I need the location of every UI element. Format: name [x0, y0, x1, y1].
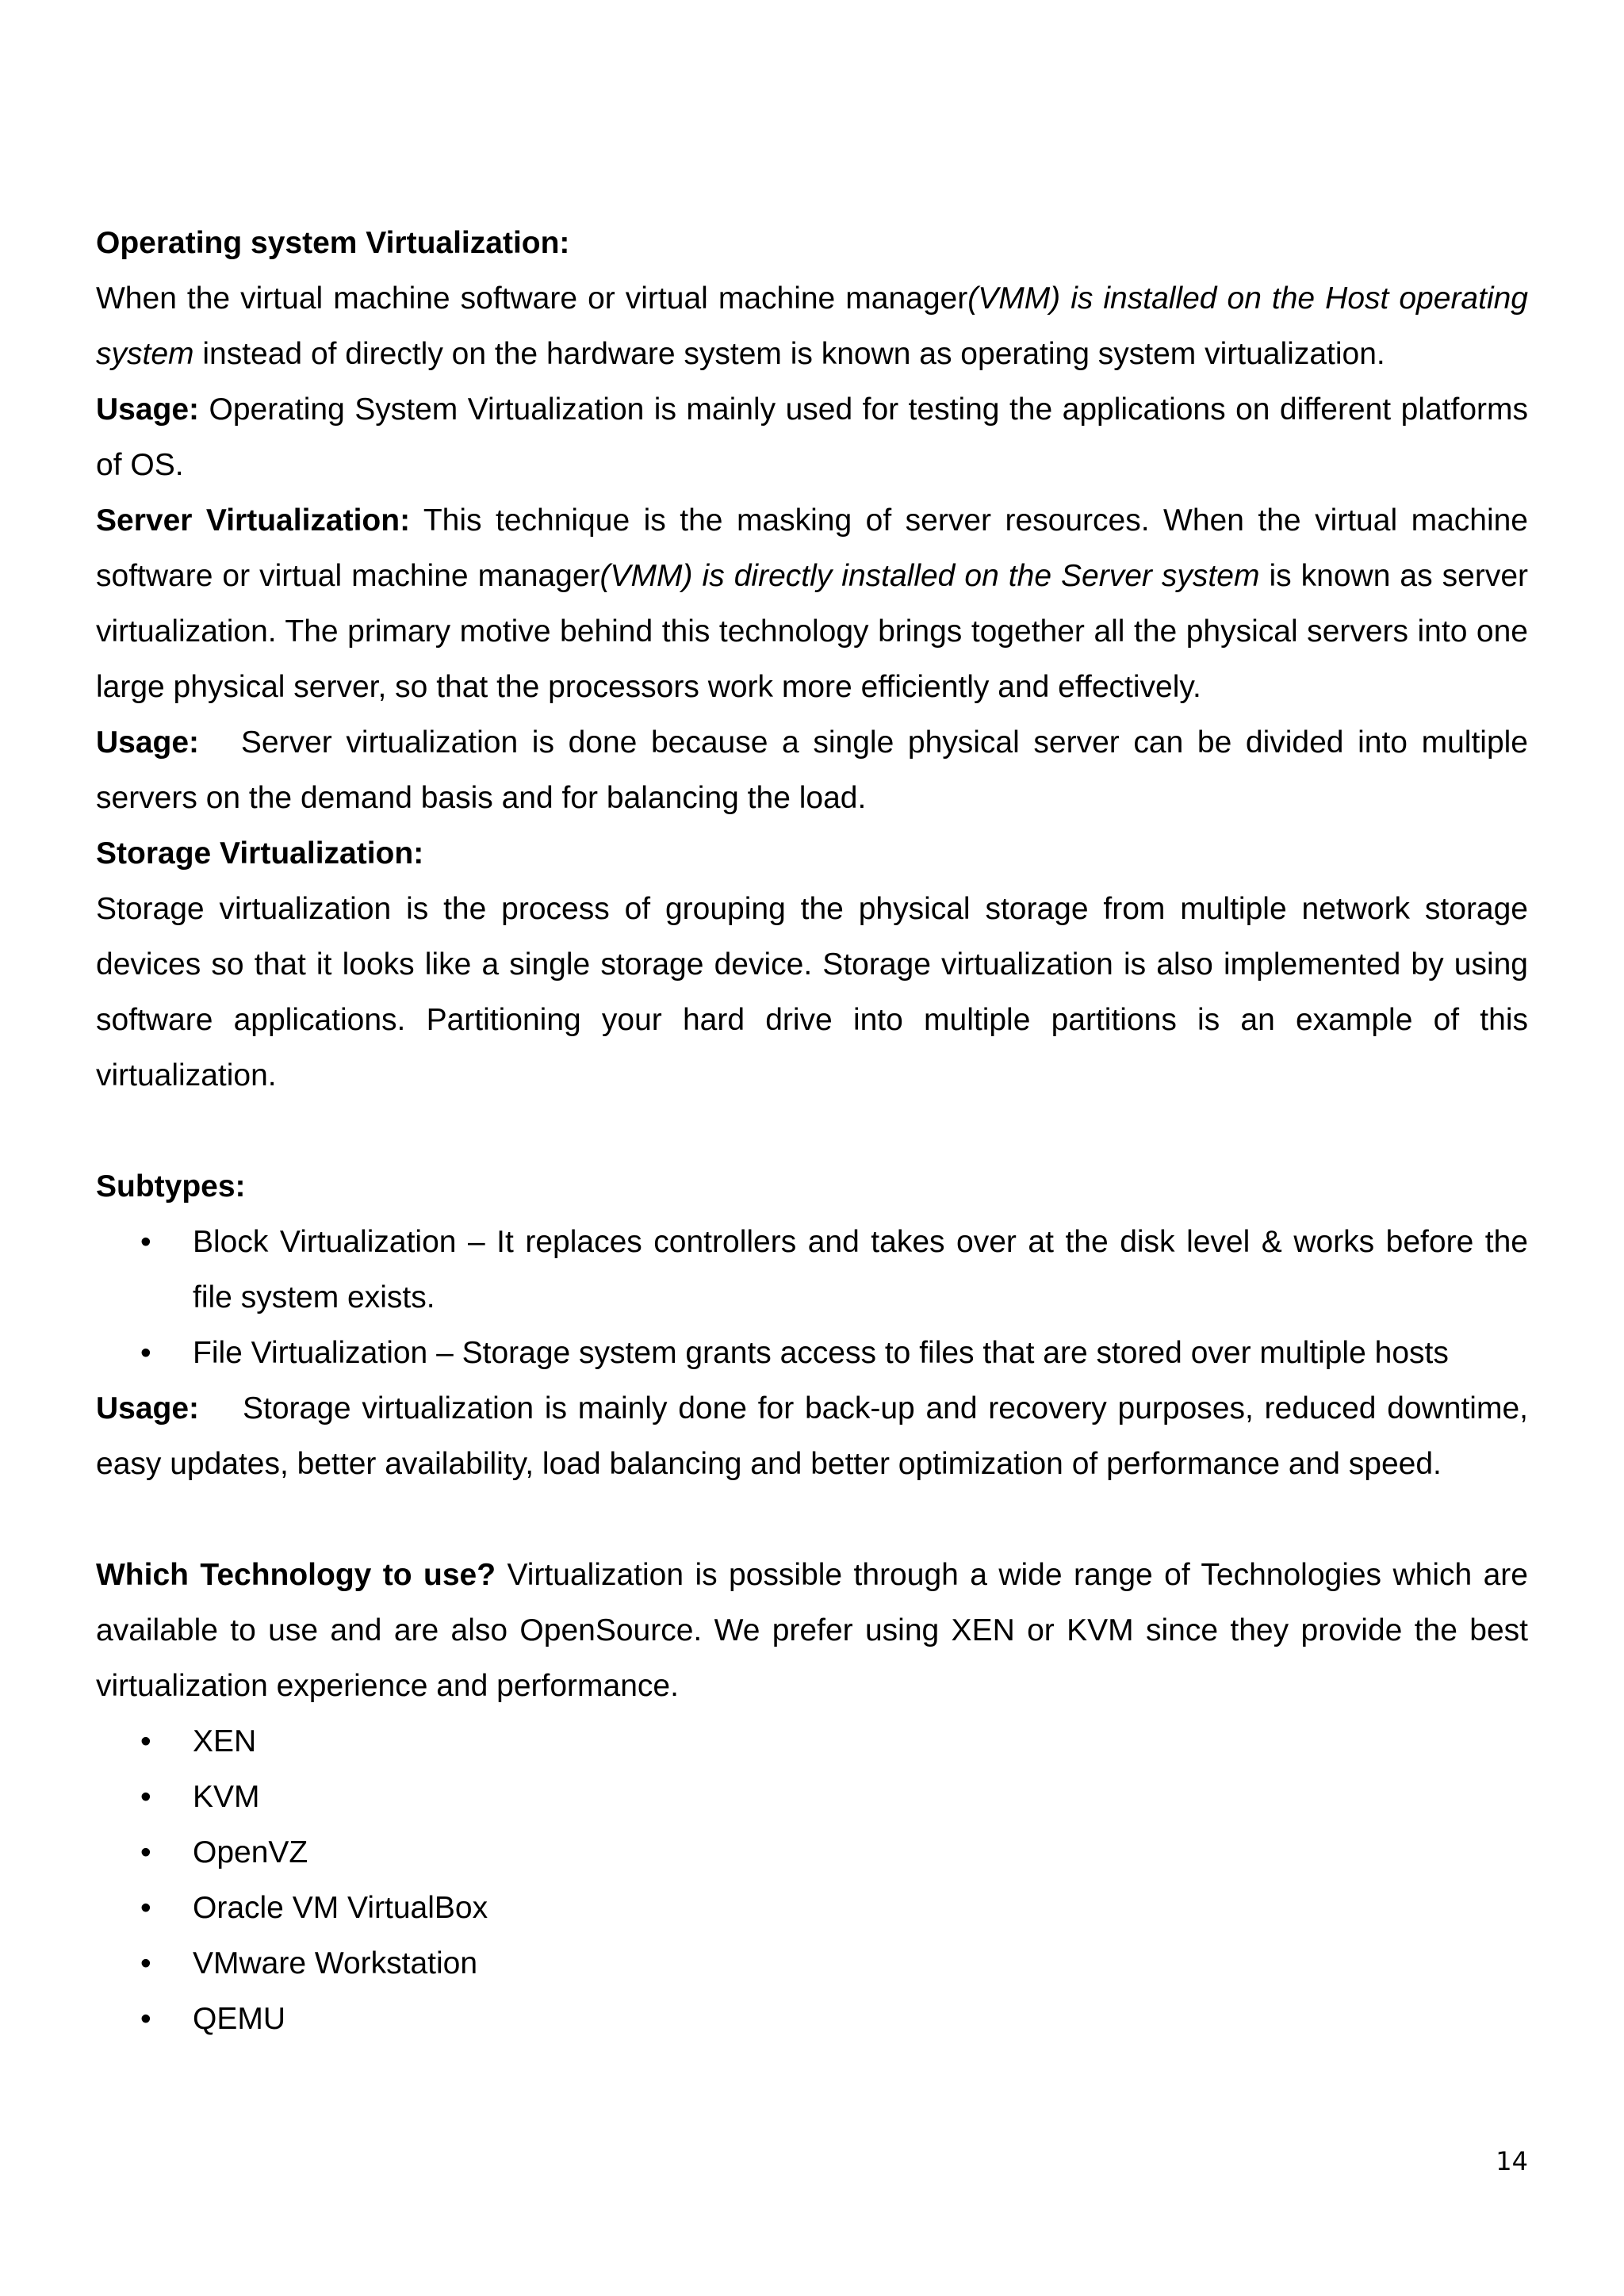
bullet-icon: •: [140, 1835, 151, 1869]
bullet-icon: •: [140, 1946, 151, 1980]
server-virtualization-usage: Usage: Server virtualization is done because a single physical server can be divided into multiple servers on the demand basis and for balancing the load.: [96, 725, 1537, 815]
os-virtualization-heading: Operating system Virtualization:: [96, 226, 570, 260]
list-item: • QEMU: [96, 1992, 1528, 2047]
bullet-icon: •: [140, 1336, 151, 1370]
bullet-icon: •: [140, 1891, 151, 1925]
list-item: • KVM: [96, 1770, 1528, 1825]
technology-heading: Which Technology to use?: [96, 1558, 496, 1592]
subtypes-list: [96, 1215, 1528, 1381]
paragraph-spacer: [96, 1104, 1528, 1159]
server-virtualization-heading: Server Virtualization:: [96, 503, 411, 538]
storage-virtualization-heading: Storage Virtualization:: [96, 836, 424, 871]
os-virtualization-description: When the virtual machine software or virtual machine manager(VMM) is installed on the Host operating system instead of directly on the hardware system is known as operating system virtualization.: [96, 281, 1528, 371]
storage-virtualization-usage: Usage: Storage virtualization is mainly done for back-up and recovery purposes, reduced downtime, easy updates, better availability, load balancing and better optimization of performance and speed.: [96, 1391, 1537, 1481]
os-virtualization-usage: Usage: Operating System Virtualization is mainly used for testing the applications on different platforms of OS.: [96, 392, 1528, 482]
bullet-icon: •: [140, 1780, 151, 1814]
list-item: • File Virtualization – Storage system grants access to files that are stored over multiple hosts: [96, 1326, 1528, 1381]
bullet-icon: •: [140, 2002, 151, 2036]
list-item: • XEN: [96, 1714, 1528, 1770]
document-body: [96, 216, 1537, 2047]
paragraph-spacer: [96, 1492, 1528, 1548]
technology-list: [96, 1714, 1528, 2047]
list-item: • Oracle VM VirtualBox: [96, 1881, 1528, 1936]
storage-virtualization-description: Storage virtualization is the process of grouping the physical storage from multiple network storage devices so that it looks like a single storage device. Storage virtualization is also implemented by using software applications. Partitioning your hard drive into multiple partitions is an example of this virtualization.: [96, 892, 1528, 1093]
page-number: 14: [1496, 2146, 1528, 2176]
technology-paragraph: Which Technology to use? Virtualization is possible through a wide range of Technologies which are available to use and are also OpenSource. We prefer using XEN or KVM since they provide the best virtualization experience and performance.: [96, 1558, 1528, 1703]
bullet-icon: •: [140, 1225, 151, 1259]
list-item: • VMware Workstation: [96, 1936, 1528, 1992]
list-item: • OpenVZ: [96, 1825, 1528, 1881]
server-virtualization-paragraph: Server Virtualization: This technique is the masking of server resources. When the virtual machine software or virtual machine manager(VMM) is directly installed on the Server system is known as server virtualization. The primary motive behind this technology brings together all the physical servers into one large physical server, so that the processors work more efficiently and effectively.: [96, 503, 1528, 704]
subtypes-heading: Subtypes:: [96, 1169, 246, 1203]
bullet-icon: •: [140, 1724, 151, 1758]
list-item: • Block Virtualization – It replaces controllers and takes over at the disk level & works before the file system exists.: [96, 1215, 1528, 1326]
